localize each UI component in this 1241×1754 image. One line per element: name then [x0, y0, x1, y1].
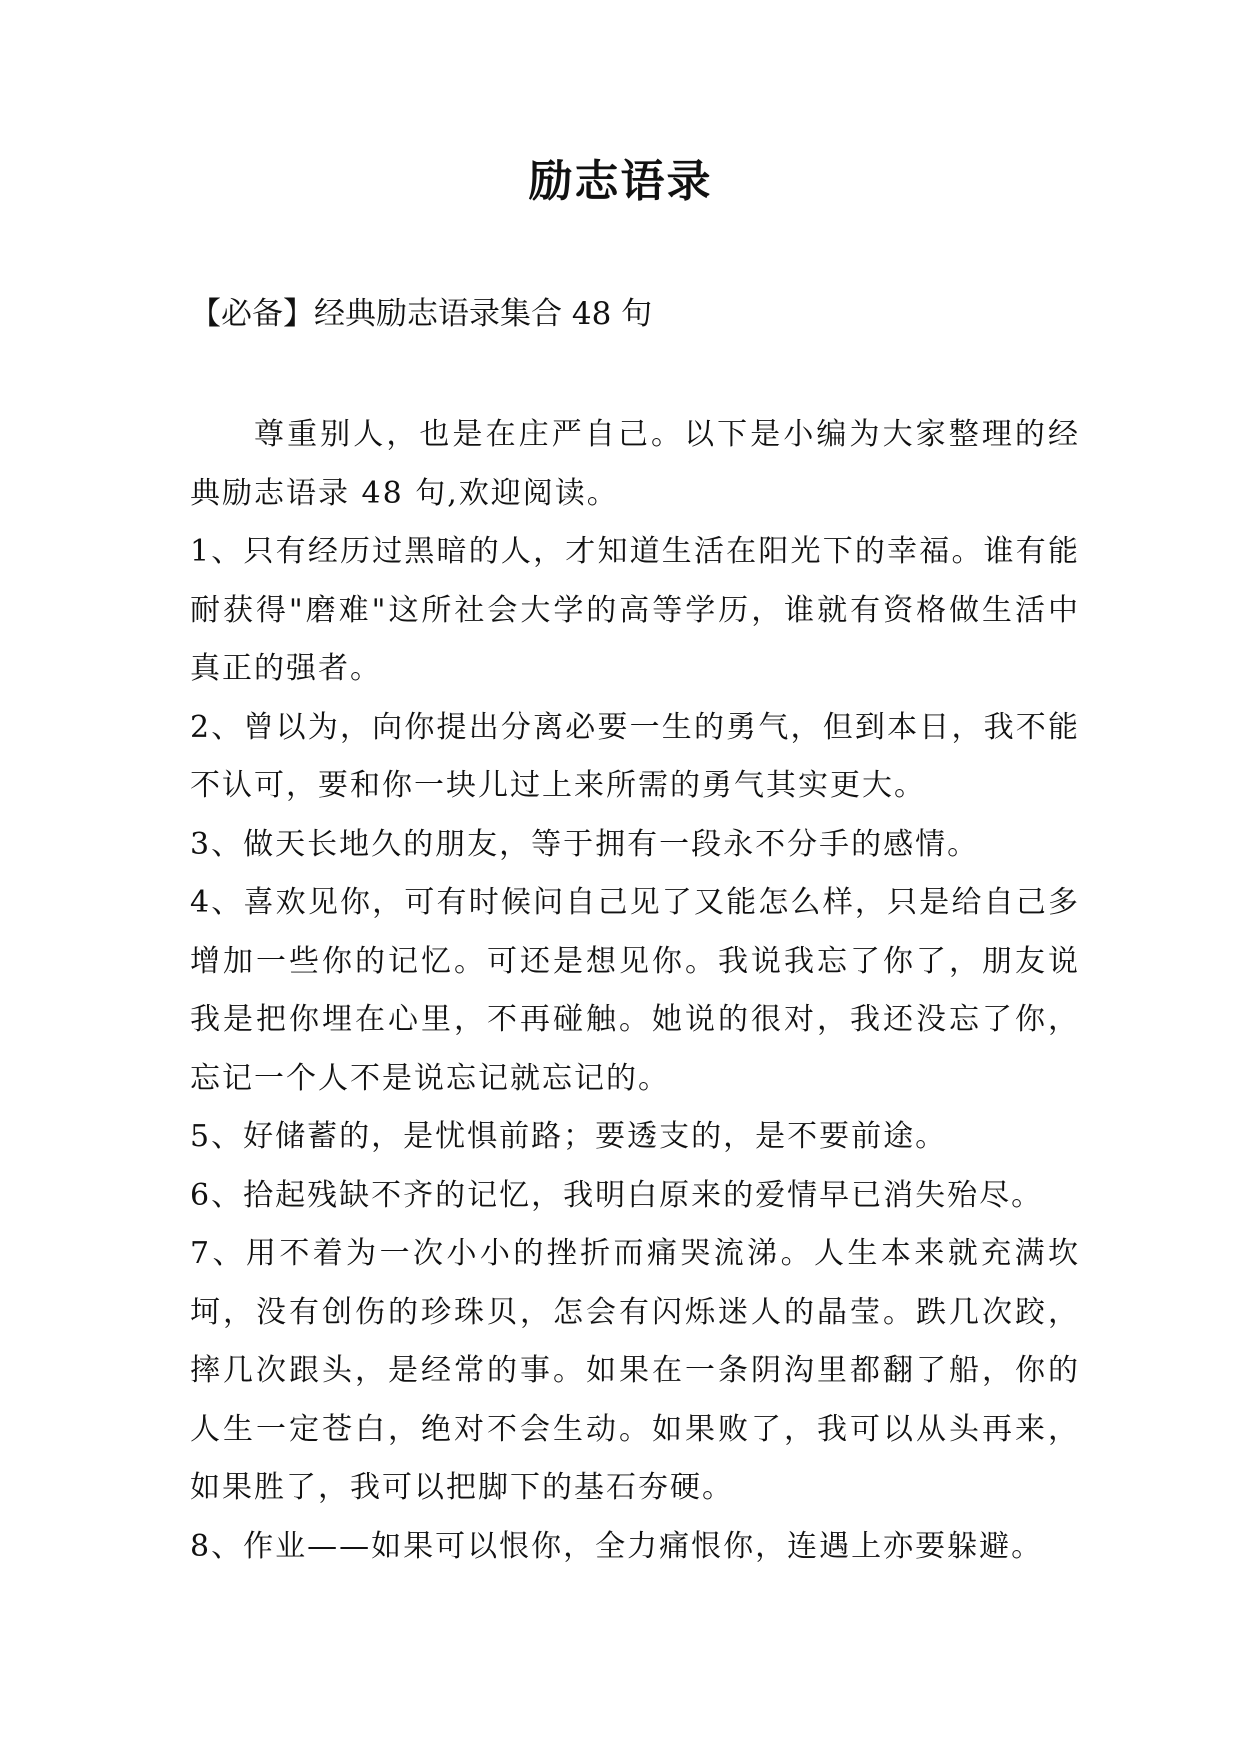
intro-paragraph: 尊重别人，也是在庄严自己。以下是小编为大家整理的经典励志语录 48 句,欢迎阅读。 [190, 417, 1080, 511]
document-title: 励志语录 [528, 156, 713, 207]
quote-paragraph-2: 2、曾以为，向你提出分离必要一生的勇气，但到本日，我不能不认可，要和你一块儿过上来所需的勇气其实更大。 [190, 709, 1080, 803]
quote-paragraph-7: 7、用不着为一次小小的挫折而痛哭流涕。人生本来就充满坎坷，没有创伤的珍珠贝，怎会有闪烁迷人的晶莹。跌几次跤，摔几次跟头，是经常的事。如果在一条阴沟里都翻了船，你的人生一定苍白，绝对不会生动。如果败了，我可以从头再来，如果胜了，我可以把脚下的基石夯硬。 [190, 1236, 1080, 1505]
quote-paragraph-8: 8、作业——如果可以恨你，全力痛恨你，连遇上亦要躲避。 [190, 1528, 1044, 1564]
document-body [190, 406, 1080, 1576]
quote-paragraph-5: 5、好储蓄的，是忧惧前路；要透支的，是不要前途。 [190, 1119, 948, 1154]
document-subtitle: 【必备】经典励志语录集合 48 句 [190, 296, 653, 332]
quote-paragraph-4: 4、喜欢见你，可有时候问自己见了又能怎么样，只是给自己多增加一些你的记忆。可还是想见你。我说我忘了你了，朋友说我是把你埋在心里，不再碰触。她说的很对，我还没忘了你，忘记一个人不是说忘记就忘记的。 [190, 885, 1080, 1096]
quote-paragraph-6: 6、拾起残缺不齐的记忆，我明白原来的爱情早已消失殆尽。 [190, 1177, 1044, 1213]
quote-paragraph-3: 3、做天长地久的朋友，等于拥有一段永不分手的感情。 [190, 826, 980, 862]
quote-paragraph-1: 1、只有经历过黑暗的人，才知道生活在阳光下的幸福。谁有能耐获得"磨难"这所社会大学的高等学历，谁就有资格做生活中真正的强者。 [190, 534, 1080, 686]
